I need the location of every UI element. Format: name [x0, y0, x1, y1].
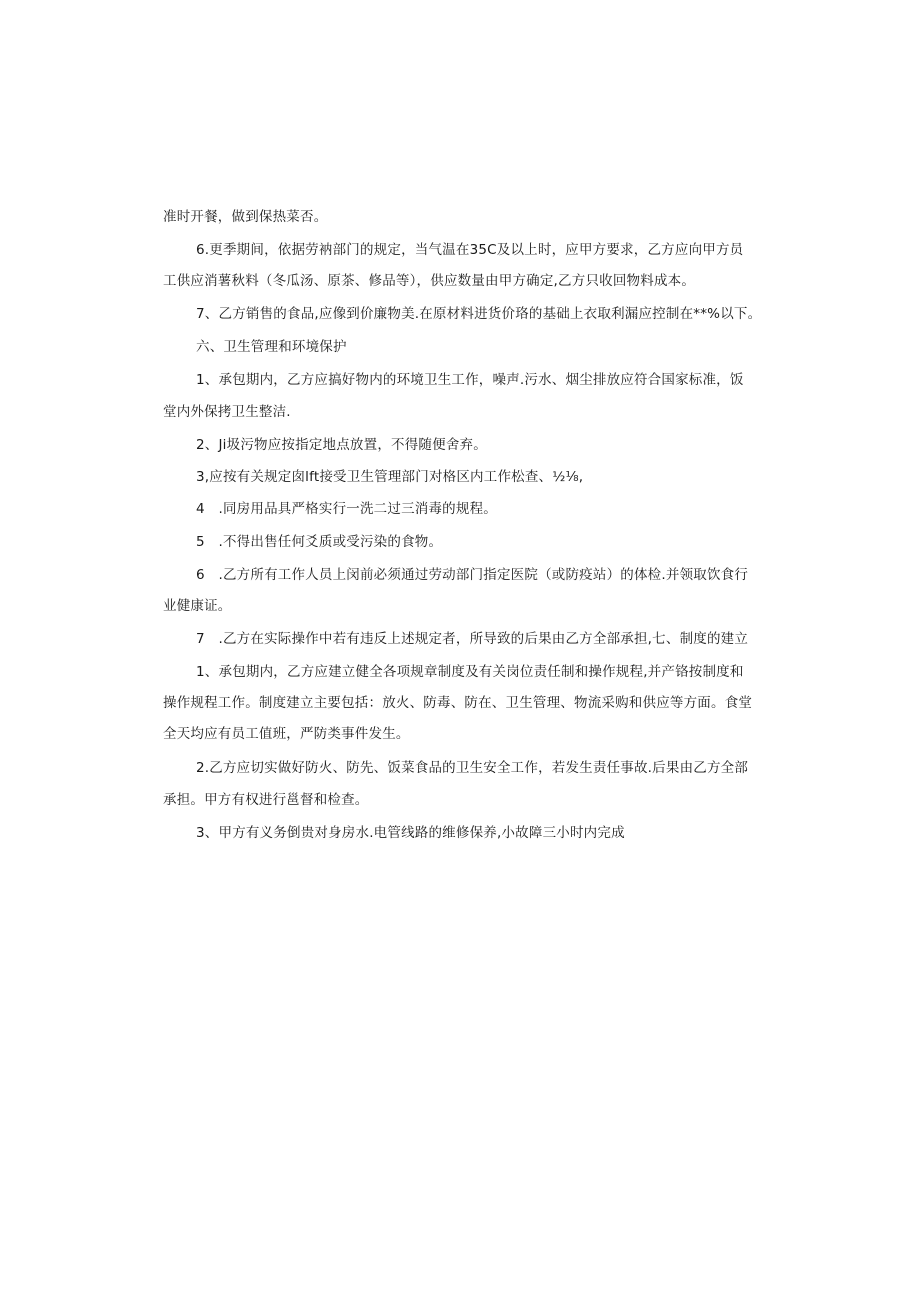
text-line: 堂内外保拷卫生整洁.: [163, 404, 291, 420]
text-line: 3,应按有关规定囱lft接受卫生管理部门对格区内工作松查、½⅛,: [196, 469, 584, 485]
text-line: 7、乙方销售的食品,应像到价廉物美.在原材料进货价珞的基础上衣取利漏应控制在**%以下。: [196, 306, 762, 322]
text-line: 6.更季期间，依据劳衲部门的规定，当气温在35C及以上时，应甲方要求，乙方应向甲方员: [196, 242, 744, 258]
text-line: 1、承包期内，乙方应建立健全各项规章制度及有关岗位责任制和操作规程,并产铬按制度和: [196, 664, 744, 680]
text-line: 操作规程工作。制度建立主要包括：放火、防毒、防在、卫生管理、物流采购和供应等方面。食堂: [163, 695, 753, 711]
text-line: 准时开餐，做到保热菜否。: [163, 209, 328, 225]
text-line: 7 .乙方在实际操作中若有违反上述规定者，所导致的后果由乙方全部承担,七、制度的建立: [196, 631, 749, 647]
text-line: 3、甲方有义务倒贵对身房水.电管线路的维修保养,小故障三小时内完成: [196, 825, 625, 841]
section-heading: 六、卫生管理和环境保护: [196, 339, 347, 355]
text-line: 6 .乙方所有工作人员上闵前必须通过劳动部门指定医院（或防疫站）的体检.并领取饮食行: [196, 567, 749, 583]
text-line: 业健康证。: [163, 598, 232, 614]
text-line: 2、Ji圾污物应按指定地点放置，不得随便舍弃。: [196, 437, 487, 453]
text-line: 工供应消薯秋料（冬瓜汤、原茶、修品等），供应数量由甲方确定,乙方只收回物料成本。: [163, 273, 696, 289]
text-line: 承担。甲方有权进行邕督和检查。: [163, 792, 369, 808]
text-line: 全天均应有员工值班，严防类事件发生。: [163, 726, 410, 742]
text-line: 4 .同房用品具严格实行一洗二过三消毒的规程。: [196, 501, 497, 517]
text-line: 1、承包期内，乙方应搞好物内的环境卫生工作，噪声.污水、烟尘排放应符合国家标准，饭: [196, 372, 744, 388]
text-line: 5 .不得出售任何爻质或受污染的食物。: [196, 534, 443, 550]
text-line: 2.乙方应切实做好防火、防先、饭菜食品的卫生安全工作，若发生责任事故.后果由乙方全部: [196, 760, 749, 776]
